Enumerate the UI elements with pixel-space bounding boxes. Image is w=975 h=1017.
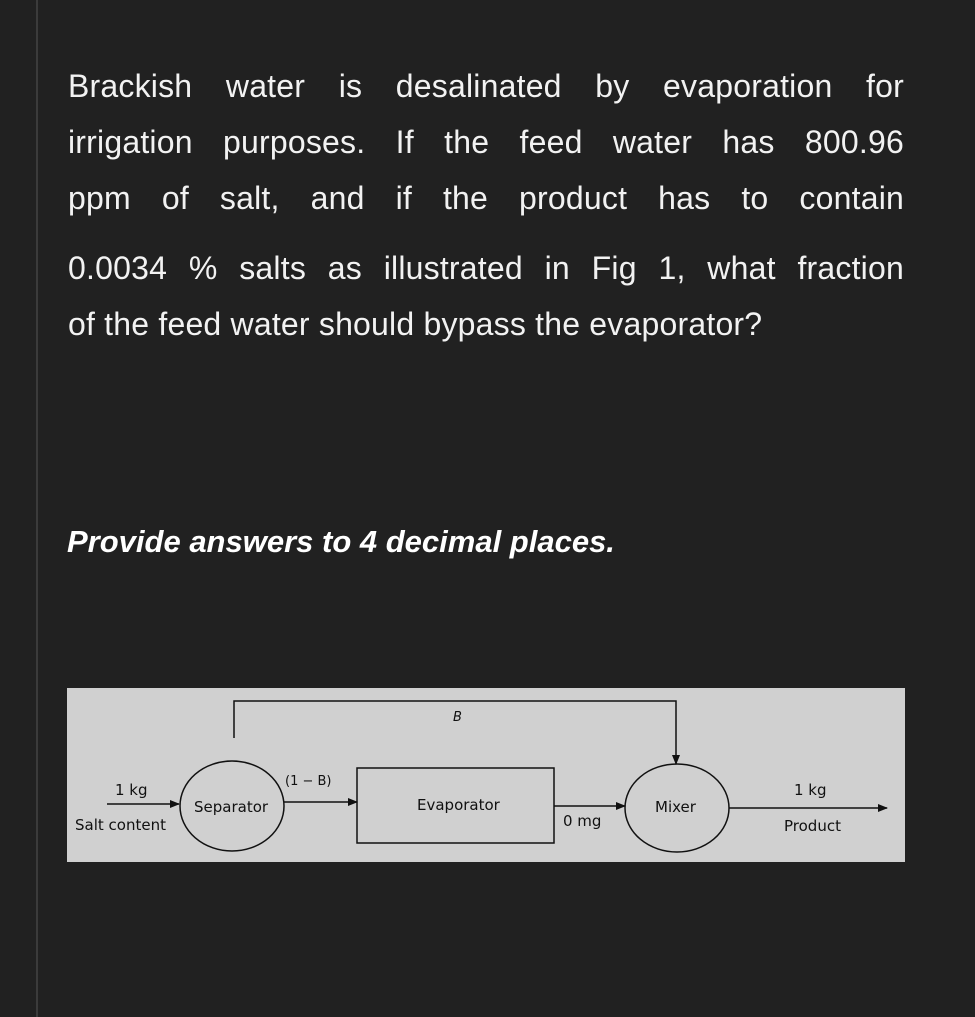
- product-label: Product: [784, 817, 841, 835]
- process-flow-diagram: [67, 688, 905, 862]
- question-line-2: irrigation purposes. If the feed water has 800.96: [68, 124, 904, 160]
- mixer-label: Mixer: [655, 798, 696, 816]
- instruction-text: Provide answers to 4 decimal places.: [67, 524, 615, 559]
- product-mass-label: 1 kg: [794, 781, 827, 799]
- evaporator-label: Evaporator: [417, 796, 500, 814]
- feed-salt-label: Salt content: [75, 816, 166, 834]
- process-flow-figure: [67, 688, 905, 862]
- evaporator-feed-label: (1 − B): [285, 774, 332, 789]
- question-line-4: 0.0034 % salts as illustrated in Fig 1, what fraction: [68, 250, 904, 286]
- separator-label: Separator: [194, 798, 269, 816]
- left-border-rule: [36, 0, 38, 1017]
- question-line-3: ppm of salt, and if the product has to contain: [68, 180, 904, 216]
- question-text: [68, 58, 904, 352]
- question-line-5: of the feed water should bypass the evaporator?: [68, 306, 763, 342]
- bypass-label: B: [453, 710, 462, 725]
- feed-mass-label: 1 kg: [115, 781, 148, 799]
- evaporator-salt-label: 0 mg: [563, 812, 602, 830]
- question-line-1: Brackish water is desalinated by evaporation for: [68, 68, 904, 104]
